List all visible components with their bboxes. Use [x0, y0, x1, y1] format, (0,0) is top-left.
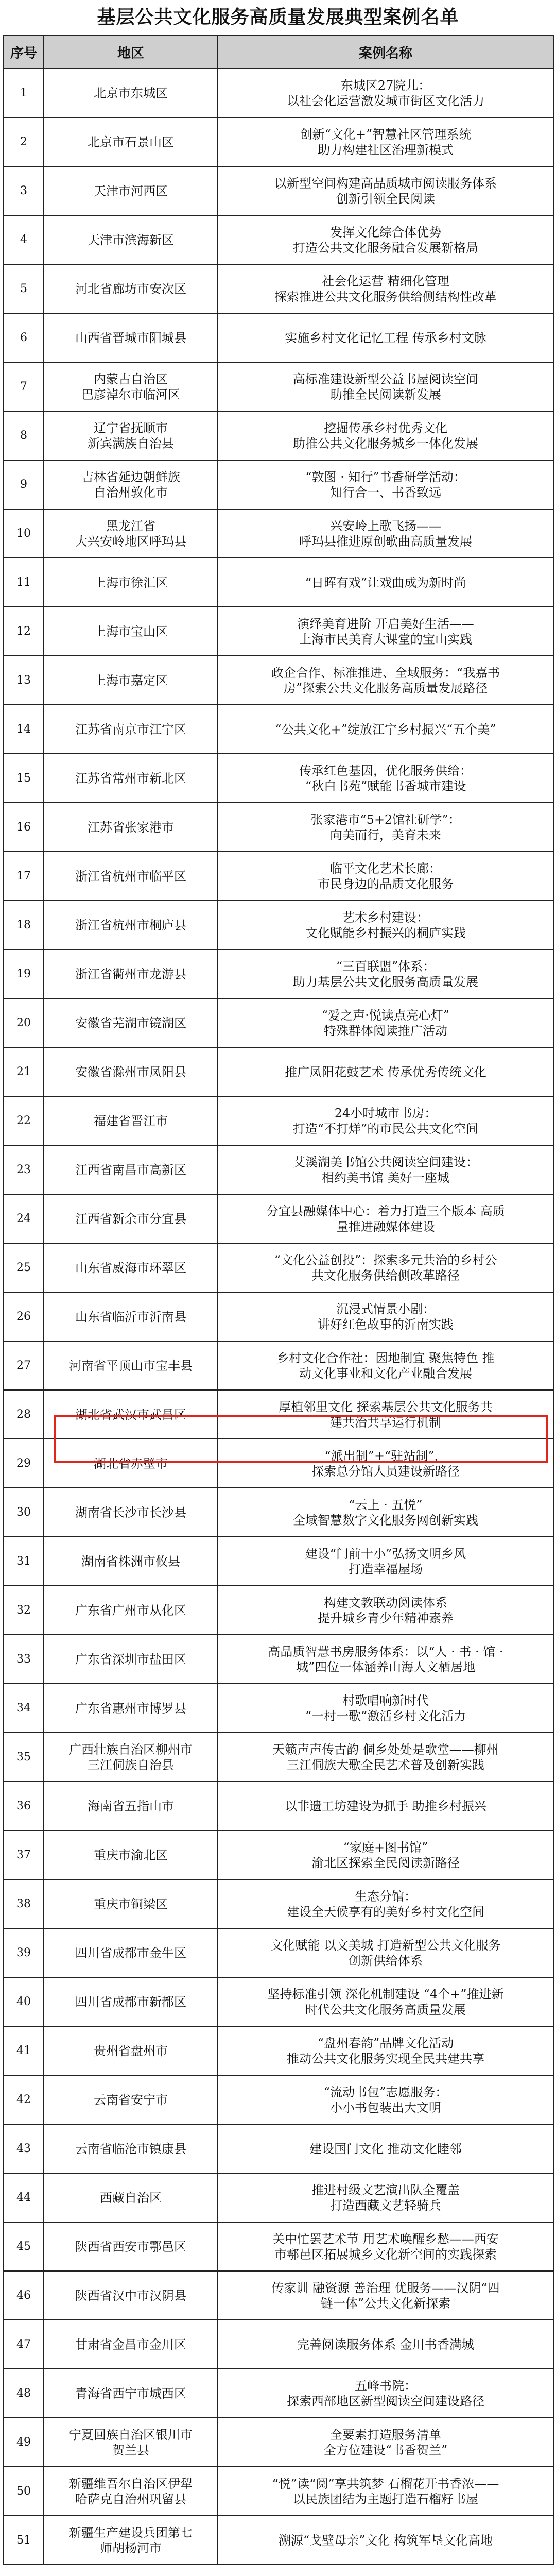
row-seq: 19: [4, 950, 44, 998]
table-row: [4, 69, 553, 117]
row-region: 广东省广州市从化区: [44, 1586, 218, 1635]
table-row: [4, 656, 553, 705]
header-region: 地区: [44, 36, 218, 69]
row-case-name: 天籁声声传古韵 侗乡处处是歌堂——柳州 三江侗族大歌全民艺术普及创新实践: [218, 1733, 553, 1782]
row-seq: 30: [4, 1488, 44, 1537]
row-region: 贵州省盘州市: [44, 2026, 218, 2075]
row-region: 湖南省株洲市攸县: [44, 1537, 218, 1586]
table-row: [4, 2026, 553, 2075]
row-seq: 38: [4, 1879, 44, 1928]
row-case-name: “日晖有戏”让戏曲成为新时尚: [218, 558, 553, 607]
table-row: [4, 2369, 553, 2418]
table-row: [4, 362, 553, 411]
row-region: 上海市徐汇区: [44, 558, 218, 607]
row-region: 甘肃省金昌市金川区: [44, 2320, 218, 2369]
row-seq: 17: [4, 852, 44, 901]
row-seq: 7: [4, 362, 44, 411]
row-case-name: 全要素打造服务清单 全方位建设“书香贺兰”: [218, 2418, 553, 2467]
row-seq: 46: [4, 2271, 44, 2320]
row-region: 新疆生产建设兵团第七 师胡杨河市: [44, 2516, 218, 2565]
row-seq: 24: [4, 1194, 44, 1243]
row-region: 重庆市渝北区: [44, 1831, 218, 1879]
row-case-name: 挖掘传承乡村优秀文化 助推公共文化服务城乡一体化发展: [218, 411, 553, 460]
row-seq: 3: [4, 166, 44, 215]
row-case-name: 推广凤阳花鼓艺术 传承优秀传统文化: [218, 1047, 553, 1096]
table-row: [4, 852, 553, 901]
table-row: [4, 264, 553, 313]
row-seq: 44: [4, 2173, 44, 2222]
row-seq: 15: [4, 754, 44, 803]
row-seq: 1: [4, 69, 44, 117]
row-seq: 29: [4, 1439, 44, 1488]
row-region: 内蒙古自治区 巴彦淖尔市临河区: [44, 362, 218, 411]
row-case-name: 建设国门文化 推动文化睦邻: [218, 2124, 553, 2173]
row-seq: 27: [4, 1341, 44, 1390]
row-region: 浙江省衢州市龙游县: [44, 950, 218, 998]
table-row: [4, 1390, 553, 1439]
row-seq: 34: [4, 1684, 44, 1733]
row-seq: 51: [4, 2516, 44, 2565]
row-seq: 31: [4, 1537, 44, 1586]
row-region: 青海省西宁市城西区: [44, 2369, 218, 2418]
row-seq: 5: [4, 264, 44, 313]
row-case-name: 高品质智慧书房服务体系：以“人 · 书 · 馆 · 城”四位一体涵养山海人文栖居地: [218, 1635, 553, 1684]
table-row: [4, 1977, 553, 2026]
row-seq: 41: [4, 2026, 44, 2075]
table-row: [4, 607, 553, 656]
table-row: [4, 509, 553, 558]
row-region: 江苏省张家港市: [44, 803, 218, 852]
row-region: 湖北省武汉市武昌区: [44, 1390, 218, 1439]
table-row: [4, 1439, 553, 1488]
row-seq: 16: [4, 803, 44, 852]
row-seq: 42: [4, 2075, 44, 2124]
row-region: 山东省威海市环翠区: [44, 1243, 218, 1292]
row-seq: 11: [4, 558, 44, 607]
table-row: [4, 998, 553, 1047]
row-seq: 10: [4, 509, 44, 558]
row-seq: 4: [4, 215, 44, 264]
row-region: 江苏省常州市新北区: [44, 754, 218, 803]
row-seq: 9: [4, 460, 44, 509]
case-list-table: [3, 35, 554, 2565]
row-seq: 23: [4, 1145, 44, 1194]
table-row: [4, 2173, 553, 2222]
table-row: [4, 2418, 553, 2467]
row-region: 北京市东城区: [44, 69, 218, 117]
row-case-name: “悦”读“阅”享共筑梦 石榴花开书香浓—— 以民族团结为主题打造石榴籽书屋: [218, 2467, 553, 2516]
row-region: 浙江省杭州市桐庐县: [44, 901, 218, 950]
table-row: [4, 2320, 553, 2369]
table-row: [4, 313, 553, 362]
table-row: [4, 1879, 553, 1928]
row-seq: 43: [4, 2124, 44, 2173]
row-case-name: 沉浸式情景小剧： 讲好红色故事的沂南实践: [218, 1292, 553, 1341]
row-region: 陕西省汉中市汉阴县: [44, 2271, 218, 2320]
row-region: 吉林省延边朝鲜族 自治州敦化市: [44, 460, 218, 509]
row-region: 辽宁省抚顺市 新宾满族自治县: [44, 411, 218, 460]
table-row: [4, 1733, 553, 1782]
row-case-name: 传家训 融资源 善治理 优服务——汉阴“四 链一体”公共文化新探索: [218, 2271, 553, 2320]
row-region: 海南省五指山市: [44, 1782, 218, 1831]
row-region: 黑龙江省 大兴安岭地区呼玛县: [44, 509, 218, 558]
row-seq: 6: [4, 313, 44, 362]
row-region: 天津市滨海新区: [44, 215, 218, 264]
row-seq: 39: [4, 1928, 44, 1977]
table-row: [4, 1341, 553, 1390]
row-case-name: 兴安岭上歌飞扬—— 呼玛县推进原创歌曲高质量发展: [218, 509, 553, 558]
row-region: 湖北省赤壁市: [44, 1439, 218, 1488]
table-row: [4, 1145, 553, 1194]
row-region: 河南省平顶山市宝丰县: [44, 1341, 218, 1390]
row-region: 江苏省南京市江宁区: [44, 705, 218, 754]
row-region: 云南省临沧市镇康县: [44, 2124, 218, 2173]
row-seq: 8: [4, 411, 44, 460]
row-region: 天津市河西区: [44, 166, 218, 215]
row-region: 宁夏回族自治区银川市 贺兰县: [44, 2418, 218, 2467]
row-seq: 48: [4, 2369, 44, 2418]
row-region: 北京市石景山区: [44, 117, 218, 166]
row-region: 安徽省芜湖市镜湖区: [44, 998, 218, 1047]
row-case-name: “敦图 · 知行”书香研学活动： 知行合一、书香致远: [218, 460, 553, 509]
row-region: 江西省南昌市高新区: [44, 1145, 218, 1194]
row-case-name: 建设“门前十小”弘扬文明乡风 打造幸福屋场: [218, 1537, 553, 1586]
row-case-name: 高标准建设新型公益书屋阅读空间 助推全民阅读新发展: [218, 362, 553, 411]
row-case-name: 发挥文化综合体优势 打造公共文化服务融合发展新格局: [218, 215, 553, 264]
table-row: [4, 2075, 553, 2124]
row-case-name: 临平文化艺术长廊： 市民身边的品质文化服务: [218, 852, 553, 901]
table-row: [4, 2222, 553, 2271]
header-case-name: 案例名称: [218, 36, 553, 69]
row-case-name: “云上 · 五悦” 全域智慧数字文化服务网创新实践: [218, 1488, 553, 1537]
row-seq: 40: [4, 1977, 44, 2026]
row-seq: 18: [4, 901, 44, 950]
row-region: 江西省新余市分宜县: [44, 1194, 218, 1243]
table-row: [4, 166, 553, 215]
table-row: [4, 1488, 553, 1537]
row-seq: 14: [4, 705, 44, 754]
row-region: 重庆市铜梁区: [44, 1879, 218, 1928]
row-case-name: 生态分馆： 建设全天候享有的美好乡村文化空间: [218, 1879, 553, 1928]
table-row: [4, 705, 553, 754]
row-region: 新疆维吾尔自治区伊犁 哈萨克自治州巩留县: [44, 2467, 218, 2516]
row-case-name: 厚植邻里文化 探索基层公共文化服务共 建共治共享运行机制: [218, 1390, 553, 1439]
row-seq: 36: [4, 1782, 44, 1831]
table-row: [4, 2124, 553, 2173]
table-row: [4, 411, 553, 460]
row-case-name: 演绎美育进阶 开启美好生活—— 上海市民美育大课堂的宝山实践: [218, 607, 553, 656]
row-region: 广东省惠州市博罗县: [44, 1684, 218, 1733]
row-case-name: 坚持标准引领 深化机制建设 “4个+”推进新 时代公共文化服务高质量发展: [218, 1977, 553, 2026]
row-case-name: 社会化运营 精细化管理 探索推进公共文化服务供给侧结构性改革: [218, 264, 553, 313]
row-seq: 20: [4, 998, 44, 1047]
table-row: [4, 901, 553, 950]
row-case-name: 艾溪湖美书馆公共阅读空间建设： 相约美书馆 美好一座城: [218, 1145, 553, 1194]
row-case-name: “流动书包”志愿服务： 小小书包装出大文明: [218, 2075, 553, 2124]
table-row: [4, 215, 553, 264]
row-seq: 22: [4, 1096, 44, 1145]
row-region: 安徽省滁州市凤阳县: [44, 1047, 218, 1096]
row-case-name: 推进村级文艺演出队全覆盖 打造西藏文艺轻骑兵: [218, 2173, 553, 2222]
row-case-name: 东城区27院儿： 以社会化运营激发城市街区文化活力: [218, 69, 553, 117]
table-row: [4, 1292, 553, 1341]
row-case-name: “家庭+图书馆” 渝北区探索全民阅读新路径: [218, 1831, 553, 1879]
row-seq: 25: [4, 1243, 44, 1292]
row-region: 西藏自治区: [44, 2173, 218, 2222]
table-row: [4, 1928, 553, 1977]
table-row: [4, 1782, 553, 1831]
row-seq: 28: [4, 1390, 44, 1439]
row-region: 浙江省杭州市临平区: [44, 852, 218, 901]
row-case-name: 艺术乡村建设： 文化赋能乡村振兴的桐庐实践: [218, 901, 553, 950]
row-case-name: 以非遗工坊建设为抓手 助推乡村振兴: [218, 1782, 553, 1831]
row-seq: 37: [4, 1831, 44, 1879]
table-row: [4, 558, 553, 607]
row-case-name: 构建文教联动阅读体系 提升城乡青少年精神素养: [218, 1586, 553, 1635]
row-seq: 49: [4, 2418, 44, 2467]
table-row: [4, 460, 553, 509]
row-case-name: 文化赋能 以文美城 打造新型公共文化服务 创新供给体系: [218, 1928, 553, 1977]
row-seq: 50: [4, 2467, 44, 2516]
row-seq: 2: [4, 117, 44, 166]
row-case-name: 分宜县融媒体中心：着力打造三个版本 高质 量推进融媒体建设: [218, 1194, 553, 1243]
row-region: 四川省成都市新都区: [44, 1977, 218, 2026]
row-case-name: 关中忙罢艺术节 用艺术唤醒乡愁——西安 市鄠邑区拓展城乡文化新空间的实践探索: [218, 2222, 553, 2271]
row-region: 福建省晋江市: [44, 1096, 218, 1145]
table-row: [4, 1047, 553, 1096]
row-seq: 45: [4, 2222, 44, 2271]
row-case-name: “公共文化+”绽放江宁乡村振兴“五个美”: [218, 705, 553, 754]
row-region: 陕西省西安市鄠邑区: [44, 2222, 218, 2271]
row-case-name: “爱之声·悦读点亮心灯” 特殊群体阅读推广活动: [218, 998, 553, 1047]
row-seq: 35: [4, 1733, 44, 1782]
row-seq: 21: [4, 1047, 44, 1096]
table-row: [4, 117, 553, 166]
row-case-name: 创新“文化+”智慧社区管理系统 助力构建社区治理新模式: [218, 117, 553, 166]
row-region: 广西壮族自治区柳州市 三江侗族自治县: [44, 1733, 218, 1782]
header-seq: 序号: [4, 36, 44, 69]
table-row: [4, 1684, 553, 1733]
table-row: [4, 2271, 553, 2320]
table-row: [4, 803, 553, 852]
row-case-name: “文化公益创投”：探索多元共治的乡村公 共文化服务供给侧改革路径: [218, 1243, 553, 1292]
table-row: [4, 754, 553, 803]
table-row: [4, 2467, 553, 2516]
row-case-name: 溯源“戈壁母亲”文化 构筑军垦文化高地: [218, 2516, 553, 2565]
row-case-name: “盘州春韵”品牌文化活动 推动公共文化服务实现全民共建共享: [218, 2026, 553, 2075]
table-row: [4, 1586, 553, 1635]
row-region: 上海市嘉定区: [44, 656, 218, 705]
row-case-name: 完善阅读服务体系 金川书香满城: [218, 2320, 553, 2369]
row-case-name: 五峰书院： 探索西部地区新型阅读空间建设路径: [218, 2369, 553, 2418]
row-case-name: 乡村文化合作社：因地制宜 聚焦特色 推 动文化事业和文化产业融合发展: [218, 1341, 553, 1390]
row-seq: 47: [4, 2320, 44, 2369]
table-row: [4, 950, 553, 998]
row-case-name: “三百联盟”体系： 助力基层公共文化服务高质量发展: [218, 950, 553, 998]
row-seq: 13: [4, 656, 44, 705]
row-region: 湖南省长沙市长沙县: [44, 1488, 218, 1537]
row-region: 四川省成都市金牛区: [44, 1928, 218, 1977]
page-title: 基层公共文化服务高质量发展典型案例名单: [97, 7, 459, 28]
row-seq: 32: [4, 1586, 44, 1635]
table-row: [4, 2516, 553, 2565]
table-row: [4, 1243, 553, 1292]
row-case-name: 24小时城市书房： 打造“不打烊”的市民公共文化空间: [218, 1096, 553, 1145]
table-row: [4, 1831, 553, 1879]
table-row: [4, 1537, 553, 1586]
table-header-row: [4, 36, 553, 69]
row-seq: 33: [4, 1635, 44, 1684]
row-region: 山西省晋城市阳城县: [44, 313, 218, 362]
row-case-name: “派出制”+“驻站制”， 探索总分馆人员建设新路径: [218, 1439, 553, 1488]
row-region: 云南省安宁市: [44, 2075, 218, 2124]
row-region: 广东省深圳市盐田区: [44, 1635, 218, 1684]
table-row: [4, 1194, 553, 1243]
row-case-name: 传承红色基因，优化服务供给： “秋白书苑”赋能书香城市建设: [218, 754, 553, 803]
row-region: 河北省廊坊市安次区: [44, 264, 218, 313]
row-case-name: 政企合作、标准推进、全域服务：“我嘉书 房”探索公共文化服务高质量发展路径: [218, 656, 553, 705]
row-region: 山东省临沂市沂南县: [44, 1292, 218, 1341]
row-region: 上海市宝山区: [44, 607, 218, 656]
table-row: [4, 1635, 553, 1684]
row-seq: 26: [4, 1292, 44, 1341]
row-case-name: 以新型空间构建高品质城市阅读服务体系 创新引领全民阅读: [218, 166, 553, 215]
row-seq: 12: [4, 607, 44, 656]
table-row: [4, 1096, 553, 1145]
row-case-name: 村歌唱响新时代 “一村一歌”激活乡村文化活力: [218, 1684, 553, 1733]
row-case-name: 张家港市“5+2馆社研学”： 向美而行，美育未来: [218, 803, 553, 852]
row-case-name: 实施乡村文化记忆工程 传承乡村文脉: [218, 313, 553, 362]
